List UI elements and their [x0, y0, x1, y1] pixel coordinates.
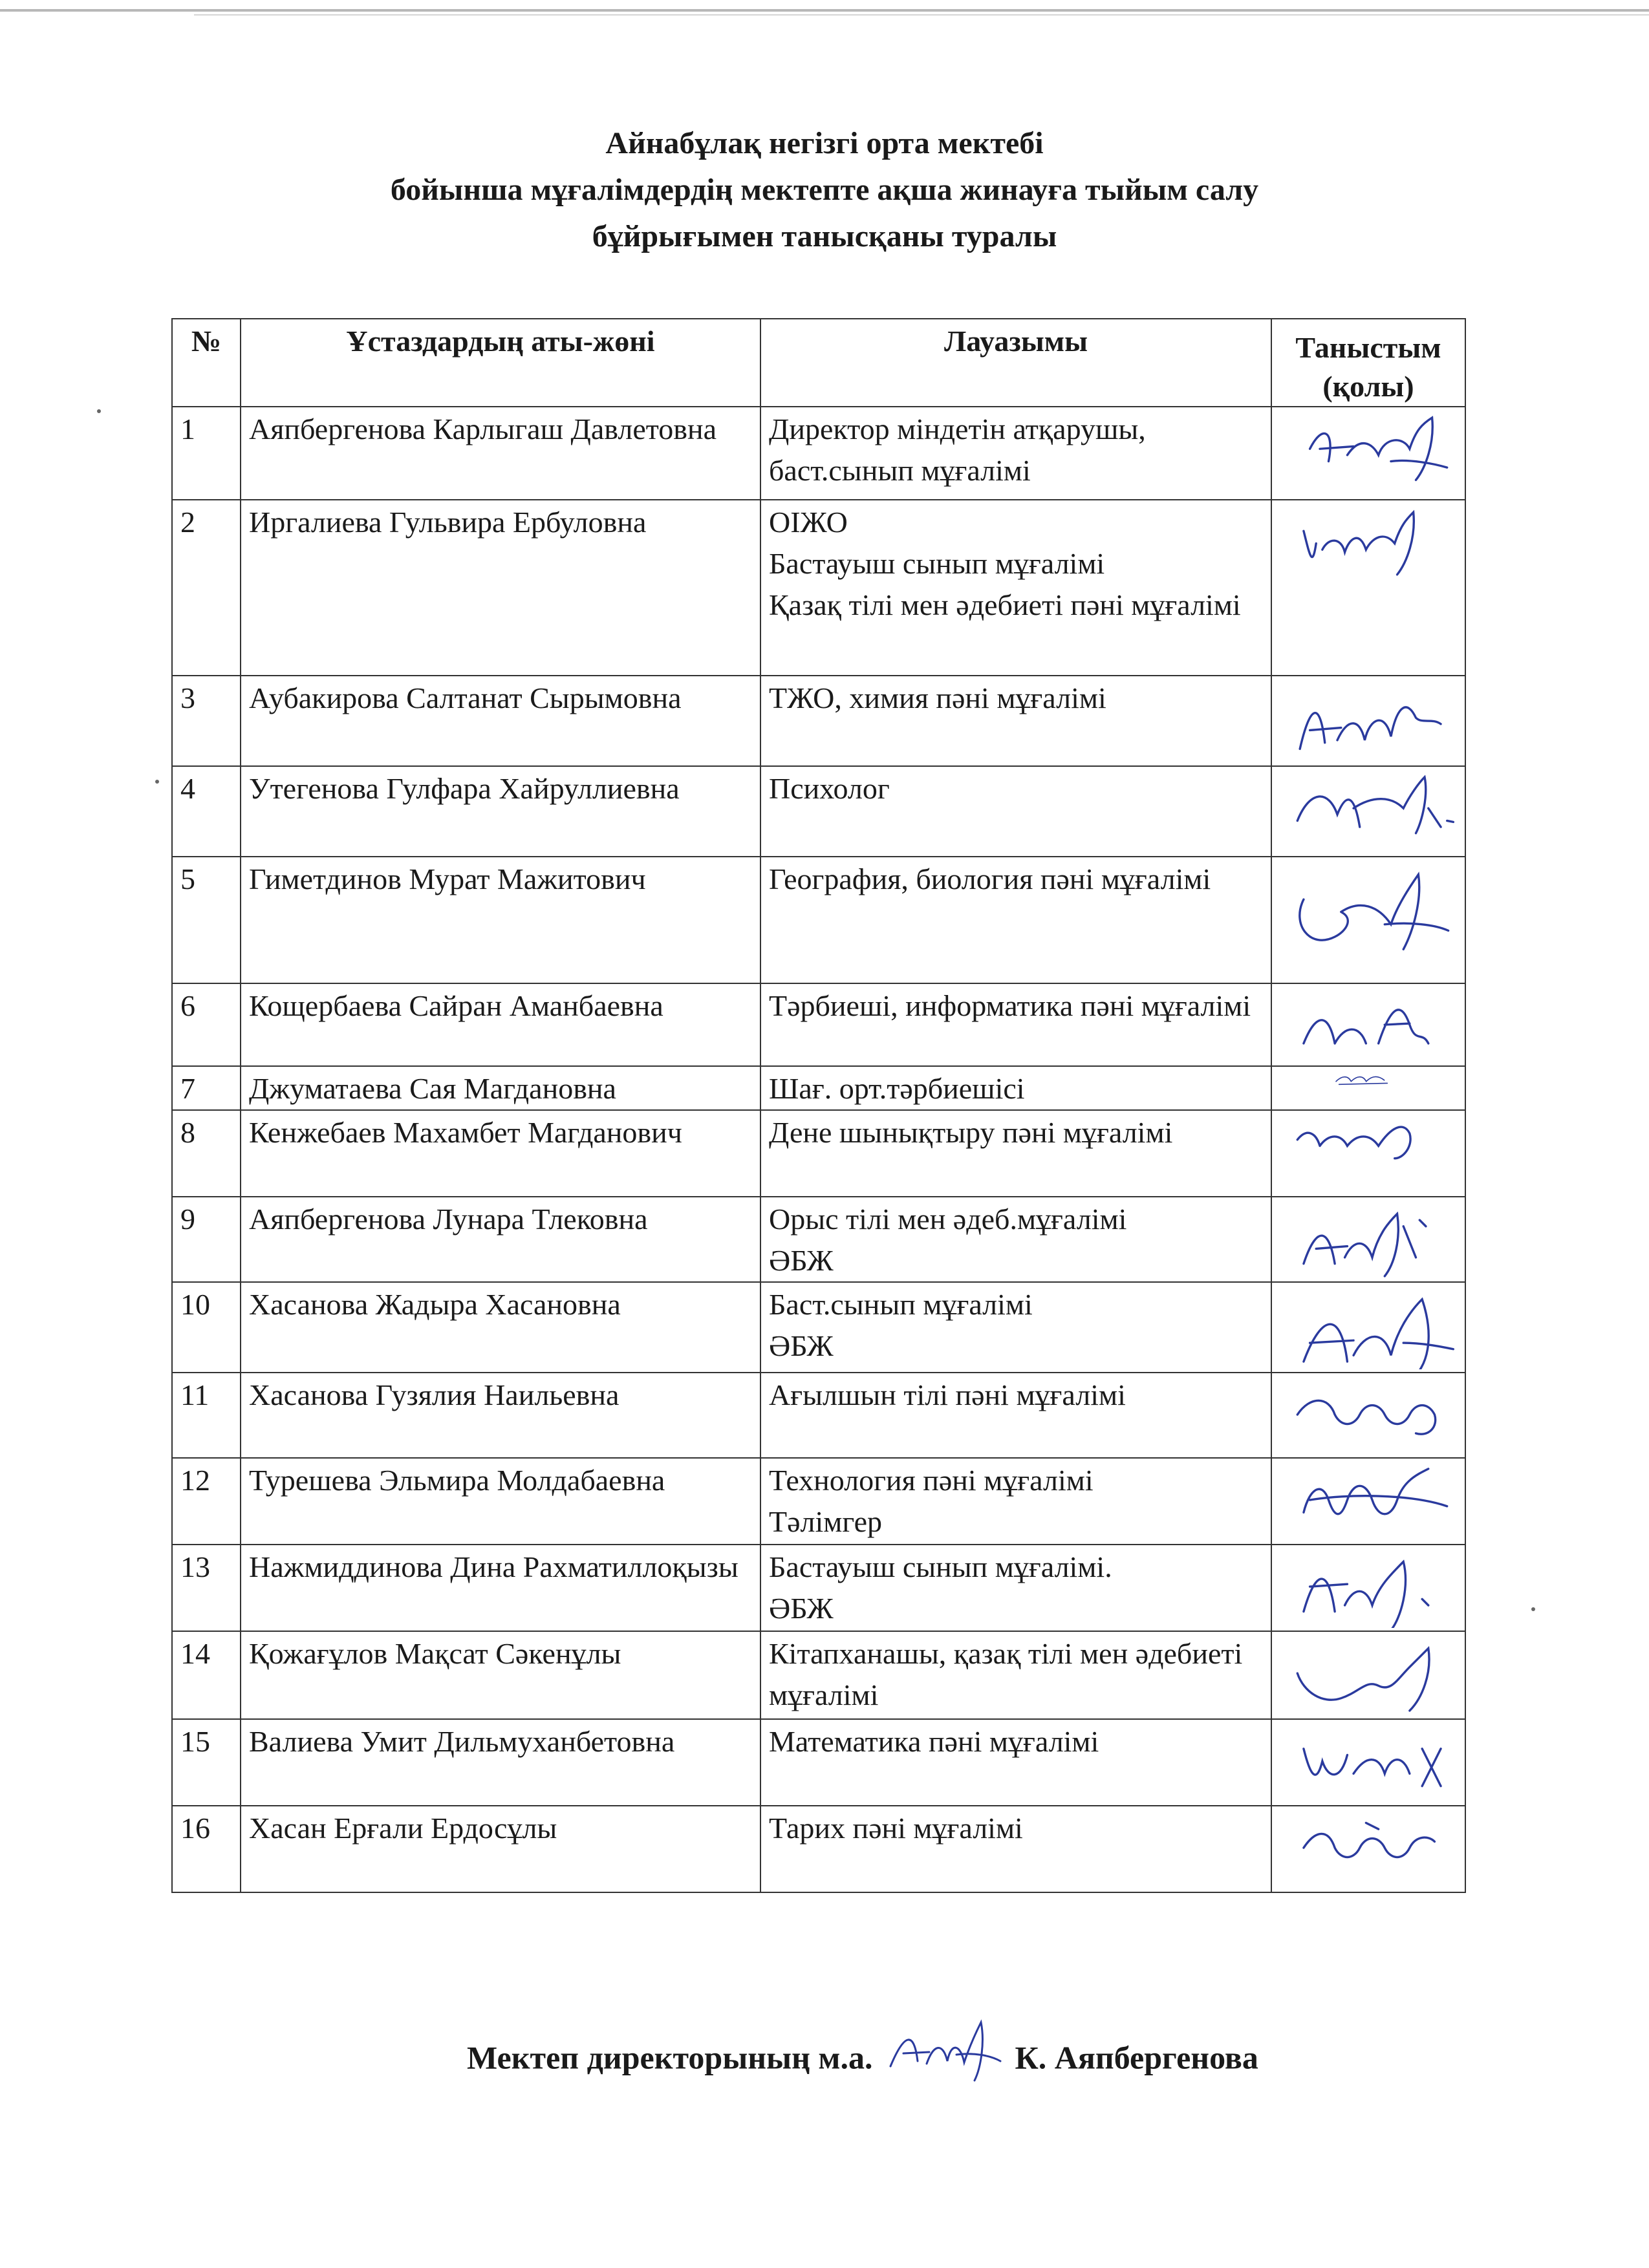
- document-title: [0, 120, 1649, 260]
- scan-edge-line-faint: [194, 14, 1649, 16]
- teacher-position: Бастауыш сынып мұғалімі. ӘБЖ: [760, 1545, 1271, 1631]
- table-row: [172, 1282, 1465, 1373]
- teacher-name: Кощербаева Сайран Аманбаевна: [241, 983, 760, 1066]
- handwritten-signature: [1285, 1809, 1460, 1889]
- teacher-name: Утегенова Гулфара Хайруллиевна: [241, 766, 760, 857]
- acknowledgement-table: [171, 318, 1466, 1893]
- teacher-name: Джуматаева Сая Магдановна: [241, 1066, 760, 1110]
- teacher-name: Хасан Ерғали Ердосұлы: [241, 1806, 760, 1892]
- signature-cell: [1271, 1282, 1465, 1373]
- teacher-name: Аубакирова Салтанат Сырымовна: [241, 676, 760, 766]
- row-number: 3: [172, 676, 241, 766]
- table-row: [172, 1631, 1465, 1719]
- footer-name: К. Аяпбергенова: [1015, 2039, 1258, 2076]
- column-header-number: №: [172, 319, 241, 407]
- handwritten-signature: [1285, 987, 1460, 1063]
- table-row: [172, 1373, 1465, 1458]
- teacher-position: ОІЖО Бастауыш сынып мұғалімі Қазақ тілі мен әдебиеті пәні мұғалімі: [760, 500, 1271, 676]
- table-row: [172, 983, 1465, 1066]
- scan-speck: [97, 409, 101, 413]
- handwritten-signature: [1285, 679, 1460, 763]
- row-number: 12: [172, 1458, 241, 1545]
- column-header-signature: Таныстым (қолы): [1271, 319, 1465, 407]
- row-number: 11: [172, 1373, 241, 1458]
- teacher-position: ТЖО, химия пәні мұғалімі: [760, 676, 1271, 766]
- teacher-position: Тәрбиеші, информатика пәні мұғалімі: [760, 983, 1271, 1066]
- teacher-position: Тарих пәні мұғалімі: [760, 1806, 1271, 1892]
- signature-cell: [1271, 1806, 1465, 1892]
- row-number: 14: [172, 1631, 241, 1719]
- signature-cell: [1271, 1631, 1465, 1719]
- table-row: [172, 1545, 1465, 1631]
- teacher-name: Хасанова Жадыра Хасановна: [241, 1282, 760, 1373]
- row-number: 5: [172, 857, 241, 983]
- title-line-3: бұйрығымен танысқаны туралы: [592, 219, 1057, 253]
- row-number: 2: [172, 500, 241, 676]
- teacher-name: Валиева Умит Дильмуханбетовна: [241, 1719, 760, 1806]
- teacher-position: Кітапханашы, қазақ тілі мен әдебиеті мұғалімі: [760, 1631, 1271, 1719]
- teacher-name: Иргалиева Гульвира Ербуловна: [241, 500, 760, 676]
- handwritten-signature: [1285, 410, 1460, 497]
- table-row: [172, 1719, 1465, 1806]
- signature-cell: [1271, 500, 1465, 676]
- handwritten-signature: [1285, 1376, 1460, 1455]
- table-row: [172, 1458, 1465, 1545]
- table-row: [172, 407, 1465, 500]
- teacher-name: Хасанова Гузялия Наильевна: [241, 1373, 760, 1458]
- table-row: [172, 500, 1465, 676]
- table-row: [172, 1806, 1465, 1892]
- teacher-position: Технология пәні мұғалімі Тәлімгер: [760, 1458, 1271, 1545]
- column-header-name: Ұстаздардың аты-жөні: [241, 319, 760, 407]
- table-row: [172, 1110, 1465, 1197]
- signature-cell: [1271, 983, 1465, 1066]
- handwritten-signature: [1285, 1285, 1460, 1369]
- teacher-position: Психолог: [760, 766, 1271, 857]
- signature-cell: [1271, 1110, 1465, 1197]
- row-number: 9: [172, 1197, 241, 1282]
- scan-speck: [1531, 1607, 1535, 1611]
- table-body: [172, 407, 1465, 1892]
- signature-cell: [1271, 1373, 1465, 1458]
- table-row: [172, 857, 1465, 983]
- column-header-position: Лауазымы: [760, 319, 1271, 407]
- title-line-2: бойынша мұғалімдердің мектепте ақша жинауға тыйым салу: [390, 173, 1259, 207]
- row-number: 7: [172, 1066, 241, 1110]
- row-number: 6: [172, 983, 241, 1066]
- signature-cell: [1271, 1545, 1465, 1631]
- table-row: [172, 766, 1465, 857]
- director-signature: [884, 2016, 1007, 2087]
- row-number: 16: [172, 1806, 241, 1892]
- signature-cell: [1271, 407, 1465, 500]
- handwritten-signature: [1285, 1634, 1460, 1716]
- row-number: 13: [172, 1545, 241, 1631]
- teacher-position: Шағ. орт.тәрбиешісі: [760, 1066, 1271, 1110]
- signature-cell: [1271, 1719, 1465, 1806]
- teacher-name: Турешева Эльмира Молдабаевна: [241, 1458, 760, 1545]
- scan-edge-line: [0, 9, 1649, 12]
- handwritten-signature: [1285, 1461, 1460, 1541]
- teacher-position: Баст.сынып мұғалімі ӘБЖ: [760, 1282, 1271, 1373]
- scan-speck: [155, 780, 159, 784]
- teacher-position: Орыс тілі мен әдеб.мұғалімі ӘБЖ: [760, 1197, 1271, 1282]
- handwritten-signature: [1285, 1200, 1460, 1279]
- handwritten-signature: [1285, 1722, 1460, 1803]
- row-number: 10: [172, 1282, 241, 1373]
- teacher-name: Қожағұлов Мақсат Сәкенұлы: [241, 1631, 760, 1719]
- teacher-name: Аяпбергенова Карлыгаш Давлетовна: [241, 407, 760, 500]
- footer-label: Мектеп директорының м.а.: [467, 2039, 873, 2076]
- signature-cell: [1271, 1066, 1465, 1110]
- teacher-position: География, биология пәні мұғалімі: [760, 857, 1271, 983]
- row-number: 4: [172, 766, 241, 857]
- row-number: 8: [172, 1110, 241, 1197]
- teacher-position: Дене шынықтыру пәні мұғалімі: [760, 1110, 1271, 1197]
- row-number: 15: [172, 1719, 241, 1806]
- teacher-name: Гиметдинов Мурат Мажитович: [241, 857, 760, 983]
- teacher-position: Ағылшын тілі пәні мұғалімі: [760, 1373, 1271, 1458]
- handwritten-signature: [1285, 860, 1460, 980]
- teacher-name: Кенжебаев Махамбет Магданович: [241, 1110, 760, 1197]
- footer-signature-line: [467, 2035, 1258, 2087]
- row-number: 1: [172, 407, 241, 500]
- handwritten-signature: [1285, 1069, 1460, 1106]
- teacher-position: Математика пәні мұғалімі: [760, 1719, 1271, 1806]
- table-row: [172, 676, 1465, 766]
- teacher-name: Аяпбергенова Лунара Тлековна: [241, 1197, 760, 1282]
- teacher-name: Нажмиддинова Дина Рахматиллоқызы: [241, 1545, 760, 1631]
- signature-cell: [1271, 857, 1465, 983]
- table-row: [172, 1197, 1465, 1282]
- handwritten-signature: [1285, 769, 1460, 853]
- table-row: [172, 1066, 1465, 1110]
- table-header-row: [172, 319, 1465, 407]
- signature-cell: [1271, 766, 1465, 857]
- signature-cell: [1271, 1458, 1465, 1545]
- handwritten-signature: [1285, 503, 1460, 672]
- handwritten-signature: [1285, 1548, 1460, 1628]
- signature-cell: [1271, 676, 1465, 766]
- signature-cell: [1271, 1197, 1465, 1282]
- title-line-1: Айнабұлақ негізгі орта мектебі: [605, 126, 1044, 160]
- teacher-position: Директор міндетін атқарушы, баст.сынып мұғалімі: [760, 407, 1271, 500]
- handwritten-signature: [1285, 1113, 1460, 1193]
